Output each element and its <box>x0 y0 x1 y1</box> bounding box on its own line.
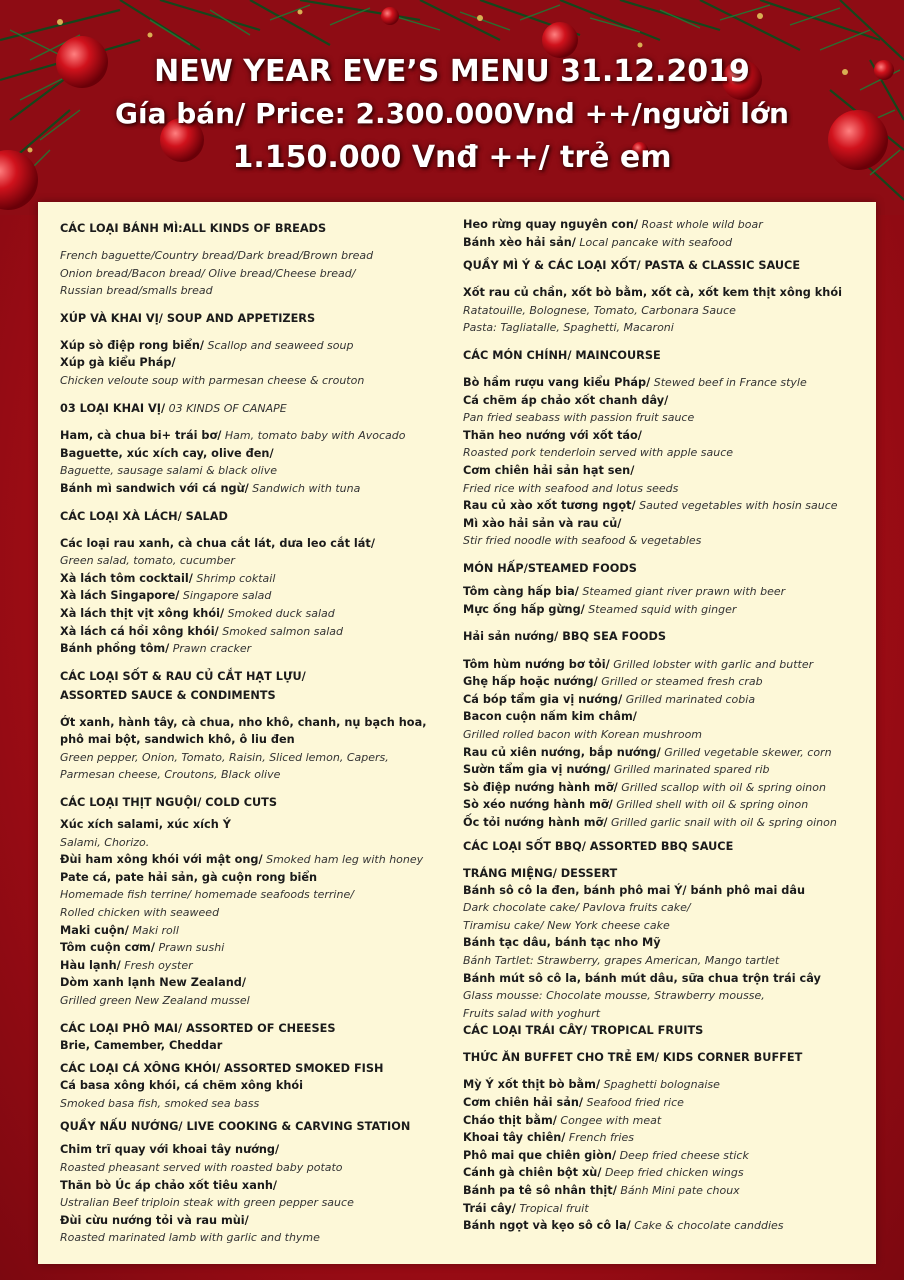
item-english: Sandwich with tuna <box>248 481 361 495</box>
menu-item <box>463 1094 873 1112</box>
menu-item <box>463 814 873 832</box>
item-desc: Roasted pork tenderloin served with apple sauce <box>463 446 734 460</box>
menu-item: Pate cá, pate hải sản, gà cuộn rong biển <box>60 870 318 884</box>
section-title: CÁC MÓN CHÍNH/ MAINCOURSE <box>463 348 661 362</box>
section-title <box>60 400 460 418</box>
item-english: Shrimp coktail <box>192 571 276 585</box>
section-title: CÁC LOẠI BÁNH MÌ:ALL KINDS OF BREADS <box>60 222 327 235</box>
header-titles <box>0 52 904 180</box>
section-title: CÁC LOẠI XÀ LÁCH/ SALAD <box>60 509 228 523</box>
item-desc: Russian bread/smalls bread <box>60 284 213 298</box>
item-english: Seafood fried rice <box>583 1095 684 1109</box>
left-column <box>60 220 460 1247</box>
item-desc: Tiramisu cake/ New York cheese cake <box>463 918 670 932</box>
item-desc: Ratatouille, Bolognese, Tomato, Carbonara Sauce <box>463 303 736 317</box>
section-title: QUẦY MÌ Ý & CÁC LOẠI XỐT/ PASTA & CLASSIC SAUCE <box>463 259 801 273</box>
menu-item <box>60 939 460 957</box>
item-name: Sò điệp nướng hành mỡ/ <box>463 780 618 794</box>
item-desc: Onion bread/Bacon bread/ Olive bread/Cheese bread/ <box>60 266 356 280</box>
item-desc: Stir fried noodle with seafood & vegetables <box>463 534 702 548</box>
item-english: Steamed squid with ginger <box>584 602 737 616</box>
item-english: Grilled scallop with oil & spring oinon <box>617 780 826 794</box>
item-name: Tôm hùm nướng bơ tỏi/ <box>463 657 610 671</box>
item-english: Grilled lobster with garlic and butter <box>609 657 814 671</box>
item-name: Xúp sò điệp rong biển/ <box>60 338 205 352</box>
menu-item: Xốt rau củ chần, xốt bò bằm, xốt cà, xốt kem thịt xông khói <box>463 286 842 300</box>
section-title: CÁC LOẠI TRÁI CÂY/ TROPICAL FRUITS <box>463 1024 704 1038</box>
item-name: Tôm càng hấp bia/ <box>463 584 579 598</box>
item-english: Grilled marinated spared rib <box>610 763 770 777</box>
item-name: Xà lách tôm cocktail/ <box>60 571 193 585</box>
menu-item <box>60 623 460 641</box>
item-name: Hàu lạnh/ <box>60 958 121 972</box>
menu-item <box>463 1147 873 1165</box>
item-desc: Roasted pheasant served with roasted baby potato <box>60 1160 343 1174</box>
section-title: CÁC LOẠI PHÔ MAI/ ASSORTED OF CHEESES <box>60 1021 336 1035</box>
menu-item <box>60 427 460 445</box>
section-title: XÚP VÀ KHAI VỊ/ SOUP AND APPETIZERS <box>60 311 316 325</box>
menu-item: Brie, Camember, Cheddar <box>60 1038 223 1052</box>
menu-paper <box>38 202 876 1264</box>
item-english: Grilled marinated cobia <box>622 692 756 706</box>
menu-item <box>463 216 873 234</box>
menu-item <box>60 337 460 355</box>
menu-item <box>463 1112 873 1130</box>
item-desc: Pasta: Tagliatalle, Spaghetti, Macaroni <box>463 321 674 335</box>
menu-item <box>463 1076 873 1094</box>
item-english: Grilled shell with oil & spring oinon <box>612 798 809 812</box>
item-name: Mực ống hấp gừng/ <box>463 602 585 616</box>
item-desc: Grilled rolled bacon with Korean mushroom <box>463 728 703 742</box>
item-english: Ham, tomato baby with Avocado <box>221 429 406 443</box>
right-column <box>463 216 873 1235</box>
menu-item: Bánh sô cô la đen, bánh phô mai Ý/ bánh phô mai dâu <box>463 883 805 897</box>
menu-item: phô mai bột, sandwich khô, ô liu đen <box>60 733 295 747</box>
item-name: Xà lách cá hồi xông khói/ <box>60 624 219 638</box>
menu-item <box>463 656 873 674</box>
item-name: Rau củ xiên nướng, bắp nướng/ <box>463 745 661 759</box>
menu-item: Thăn bò Úc áp chảo xốt tiêu xanh/ <box>60 1178 278 1192</box>
section-title-english: BBQ SEA FOODS <box>558 630 666 644</box>
menu-item <box>463 779 873 797</box>
menu-item <box>60 957 460 975</box>
menu-item: Bacon cuộn nấm kim châm/ <box>463 710 637 724</box>
item-name: Heo rừng quay nguyên con/ <box>463 218 638 231</box>
menu-item <box>463 497 873 515</box>
item-english: Deep fried cheese stick <box>616 1148 749 1162</box>
item-name: Bánh pa tê sô nhân thịt/ <box>463 1183 617 1197</box>
item-desc: Homemade fish terrine/ homemade seafoods terrine/ <box>60 888 354 902</box>
menu-item: Bánh tạc dâu, bánh tạc nho Mỹ <box>463 936 661 950</box>
child-price: 1.150.000 Vnđ ++/ trẻ em <box>232 140 672 175</box>
menu-item: Cá chẽm áp chảo xốt chanh dây/ <box>463 393 669 407</box>
menu-item <box>463 673 873 691</box>
section-title <box>463 628 873 646</box>
item-name: Ham, cà chua bi+ trái bơ/ <box>60 429 222 443</box>
item-name: Tôm cuộn cơm/ <box>60 941 155 955</box>
menu-item <box>60 587 460 605</box>
menu-item: Bánh mút sô cô la, bánh mút dâu, sữa chua trộn trái cây <box>463 971 821 985</box>
section-title: CÁC LOẠI THỊT NGUỘI/ COLD CUTS <box>60 796 278 810</box>
item-desc: Fruits salad with yoghurt <box>463 1006 601 1020</box>
item-name: Sườn tẩm gia vị nướng/ <box>463 763 611 777</box>
menu-item: Dòm xanh lạnh New Zealand/ <box>60 976 246 990</box>
item-name: Cá bóp tẩm gia vị nướng/ <box>463 692 623 706</box>
item-name: Bánh phồng tôm/ <box>60 642 170 656</box>
item-english: Sauted vegetables with hosin sauce <box>635 499 838 513</box>
item-name: Bánh mì sandwich với cá ngừ/ <box>60 481 249 495</box>
menu-item: Xúc xích salami, xúc xích Ý <box>60 818 231 832</box>
item-desc: Pan fried seabass with passion fruit sauce <box>463 411 695 425</box>
item-name: Phô mai que chiên giòn/ <box>463 1148 617 1162</box>
item-desc: Bánh Tartlet: Strawberry, grapes American, Mango tartlet <box>463 954 780 967</box>
item-name: Sò xéo nướng hành mỡ/ <box>463 798 613 812</box>
section-title-english: 03 KINDS OF CANAPE <box>165 401 287 415</box>
item-desc: Glass mousse: Chocolate mousse, Strawberry mousse, <box>463 989 765 1003</box>
menu-item <box>463 1182 873 1200</box>
item-name: Cơm chiên hải sản/ <box>463 1095 583 1109</box>
item-name: Khoai tây chiên/ <box>463 1131 566 1145</box>
item-desc: Dark chocolate cake/ Pavlova fruits cake/ <box>463 901 691 915</box>
menu-item <box>463 1217 873 1235</box>
item-desc: Chicken veloute soup with parmesan cheese & crouton <box>60 373 365 387</box>
item-name: Mỳ Ý xốt thịt bò bằm/ <box>463 1078 601 1092</box>
section-title: CÁC LOẠI CÁ XÔNG KHÓI/ ASSORTED SMOKED FISH <box>60 1062 384 1076</box>
menu-item: Cá basa xông khói, cá chẽm xông khói <box>60 1079 304 1093</box>
menu-item <box>60 605 460 623</box>
menu-item: Thăn heo nướng với xốt táo/ <box>463 428 642 442</box>
item-english: French fries <box>565 1131 634 1145</box>
item-english: Prawn cracker <box>169 642 252 656</box>
menu-item <box>463 796 873 814</box>
menu-item <box>60 640 460 658</box>
item-english: Tropical fruit <box>515 1201 589 1215</box>
menu-item <box>463 1164 873 1182</box>
menu-item: Đùi cừu nướng tỏi và rau mùi/ <box>60 1213 249 1227</box>
item-english: Fresh oyster <box>120 958 193 972</box>
menu-item: Ớt xanh, hành tây, cà chua, nho khô, chanh, nụ bạch hoa, <box>60 715 427 729</box>
menu-item <box>463 691 873 709</box>
item-english: Grilled or steamed fresh crab <box>597 675 763 689</box>
item-name: Cháo thịt bằm/ <box>463 1113 557 1127</box>
festive-header <box>0 0 904 215</box>
item-english: Prawn sushi <box>154 941 225 955</box>
item-desc: Parmesan cheese, Croutons, Black olive <box>60 768 281 782</box>
menu-item <box>463 583 873 601</box>
item-english: Grilled vegetable skewer, corn <box>660 745 832 759</box>
item-english: Smoked ham leg with honey <box>262 853 424 867</box>
menu-item <box>463 744 873 762</box>
item-name: Maki cuộn/ <box>60 923 129 937</box>
item-english: Deep fried chicken wings <box>601 1166 744 1180</box>
item-name: Xà lách thịt vịt xông khói/ <box>60 606 225 620</box>
item-desc: French baguette/Country bread/Dark bread/Brown bread <box>60 249 374 262</box>
item-name: Bò hầm rượu vang kiểu Pháp/ <box>463 375 651 389</box>
item-desc: Smoked basa fish, smoked sea bass <box>60 1096 260 1110</box>
item-desc: Roasted marinated lamb with garlic and thyme <box>60 1231 320 1245</box>
menu-item <box>463 234 873 252</box>
menu-item <box>60 570 460 588</box>
item-english: Scallop and seaweed soup <box>204 338 354 352</box>
menu-item: Chim trĩ quay với khoai tây nướng/ <box>60 1143 280 1157</box>
menu-item <box>60 480 460 498</box>
menu-title: NEW YEAR EVE’S MENU 31.12.2019 <box>154 54 750 89</box>
item-desc: Fried rice with seafood and lotus seeds <box>463 481 679 495</box>
menu-item: Xúp gà kiểu Pháp/ <box>60 356 176 370</box>
section-title: TRÁNG MIỆNG/ DESSERT <box>463 866 618 880</box>
item-english: Stewed beef in France style <box>650 375 807 389</box>
item-english: Maki roll <box>128 923 179 937</box>
item-name: Ốc tỏi nướng hành mỡ/ <box>463 816 608 830</box>
item-desc: Salami, Chorizo. <box>60 835 150 849</box>
item-desc: Ustralian Beef triploin steak with green pepper sauce <box>60 1196 354 1210</box>
item-english: Steamed giant river prawn with beer <box>578 584 786 598</box>
item-name: Đùi ham xông khói với mật ong/ <box>60 853 263 867</box>
section-title: MÓN HẤP/STEAMED FOODS <box>463 561 637 575</box>
item-name: Trái cây/ <box>463 1201 516 1215</box>
menu-item <box>463 1200 873 1218</box>
section-title: QUẦY NẤU NƯỚNG/ LIVE COOKING & CARVING STATION <box>60 1120 411 1134</box>
menu-item <box>60 851 460 869</box>
item-english: Cake & chocolate canddies <box>630 1219 784 1233</box>
item-name: Bánh xèo hải sản/ <box>463 235 576 249</box>
item-english: Smoked salmon salad <box>218 624 343 638</box>
item-name: Ghẹ hấp hoặc nướng/ <box>463 675 598 689</box>
section-title: CÁC LOẠI SỐT & RAU CỦ CẮT HẠT LỰU/ <box>60 669 306 683</box>
section-title: THỨC ĂN BUFFET CHO TRẺ EM/ KIDS CORNER BUFFET <box>463 1051 803 1065</box>
menu-item <box>463 761 873 779</box>
item-english: Smoked duck salad <box>224 606 335 620</box>
menu-item: Cơm chiên hải sản hạt sen/ <box>463 463 635 477</box>
item-desc: Baguette, sausage salami & black olive <box>60 464 277 478</box>
item-english: Singapore salad <box>179 589 272 603</box>
item-desc: Green salad, tomato, cucumber <box>60 554 235 568</box>
item-name: Rau củ xào xốt tương ngọt/ <box>463 499 636 513</box>
item-english: Congee with meat <box>556 1113 662 1127</box>
menu-item <box>60 922 460 940</box>
item-english: Local pancake with seafood <box>575 235 733 249</box>
item-name: Bánh ngọt và kẹo sô cô la/ <box>463 1219 631 1233</box>
section-title: CÁC LOẠI SỐT BBQ/ ASSORTED BBQ SAUCE <box>463 839 734 853</box>
item-english: Bánh Mini pate choux <box>616 1183 740 1197</box>
item-english: Roast whole wild boar <box>638 218 763 231</box>
adult-price: Gía bán/ Price: 2.300.000Vnd ++/người lớn <box>115 97 789 130</box>
item-english: Grilled garlic snail with oil & spring oinon <box>607 816 837 830</box>
item-name: Xà lách Singapore/ <box>60 589 180 603</box>
section-title-text: Hải sản nướng/ <box>463 630 559 644</box>
section-title: ASSORTED SAUCE & CONDIMENTS <box>60 688 276 702</box>
item-desc: Grilled green New Zealand mussel <box>60 994 250 1007</box>
menu-item <box>463 374 873 392</box>
item-desc: Green pepper, Onion, Tomato, Raisin, Sliced lemon, Capers, <box>60 750 389 764</box>
item-desc: Rolled chicken with seaweed <box>60 906 220 920</box>
menu-item: Baguette, xúc xích cay, olive đen/ <box>60 446 274 460</box>
menu-item <box>463 601 873 619</box>
menu-item: Mì xào hải sản và rau củ/ <box>463 516 622 530</box>
menu-item <box>463 1129 873 1147</box>
menu-item: Các loại rau xanh, cà chua cắt lát, dưa leo cắt lát/ <box>60 536 375 550</box>
item-english: Spaghetti bolognaise <box>600 1078 720 1092</box>
item-name: Cánh gà chiên bột xù/ <box>463 1166 602 1180</box>
section-title-text: 03 LOẠI KHAI VỊ/ <box>60 401 166 415</box>
